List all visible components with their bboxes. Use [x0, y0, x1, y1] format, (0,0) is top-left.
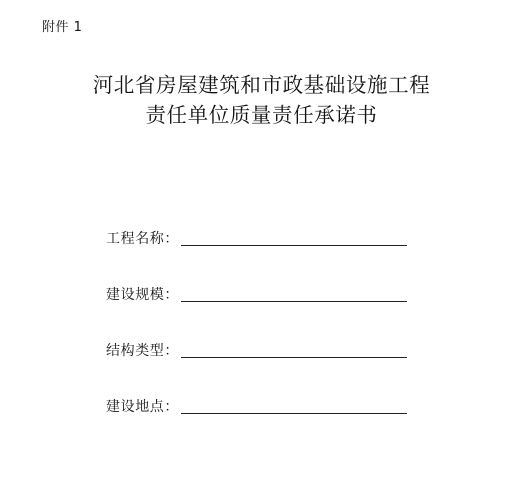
project-name-blank[interactable]	[181, 245, 407, 246]
construction-scale-label: 建设规模：	[106, 287, 179, 303]
document-title	[0, 70, 523, 130]
construction-site-field	[106, 394, 407, 416]
structure-type-label: 结构类型：	[106, 343, 179, 359]
construction-site-label: 建设地点：	[106, 399, 179, 415]
project-name-field	[106, 226, 407, 248]
construction-scale-field	[106, 282, 407, 304]
structure-type-blank[interactable]	[181, 357, 407, 358]
project-name-label: 工程名称：	[106, 231, 179, 247]
structure-type-field	[106, 338, 407, 360]
title-line-1: 河北省房屋建筑和市政基础设施工程	[92, 73, 431, 97]
attachment-label: 附件 1	[42, 20, 83, 35]
title-line-2: 责任单位质量责任承诺书	[145, 103, 378, 127]
construction-site-blank[interactable]	[181, 413, 407, 414]
construction-scale-blank[interactable]	[181, 301, 407, 302]
